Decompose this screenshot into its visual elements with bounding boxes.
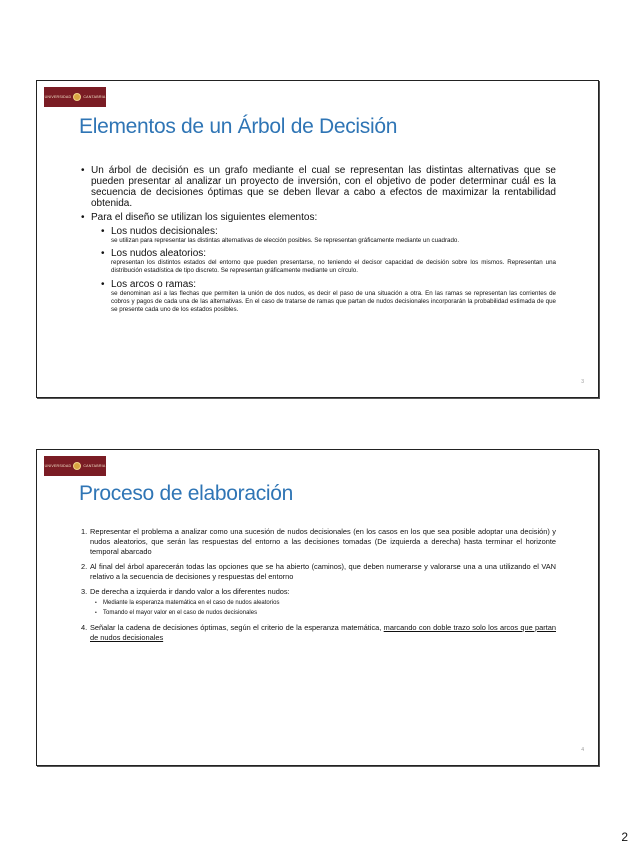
step-item [81,562,556,582]
logo-text-right: CANTABRIA [83,464,106,468]
sub-bullet-desc: se utilizan para representar las distintas alternativas de elección posibles. Se representan gráficamente mediante un cuadrado. [111,237,460,244]
seal-icon [73,93,81,101]
step-text: De derecha a izquierda ir dando valor a los diferentes nudos: [90,587,290,596]
slide-content [81,527,556,648]
university-logo [44,87,106,107]
step-text: Representar el problema a analizar como una sucesión de nudos decisionales (en los casos en los que sea posible adoptar una decisión) y nudos aleatorios, que serán las respuestas del entorno a las decisiones tomadas (De izquierda a derecha) hasta terminar el horizonte temporal abarcado [90,527,556,556]
bullet-text: Para el diseño se utilizan los siguientes elementos: [91,212,318,223]
step-number: 4. [81,623,88,632]
bullet-item [81,165,556,209]
slide-title: Proceso de elaboración [79,482,294,505]
logo-text-left: UNIVERSIDAD [44,464,72,468]
sub-bullet-desc: se denominan así a las flechas que permiten la unión de dos nudos, es decir el paso de una situación a otra. En las ramas se representan las corrientes de cobros y pagos de cada una de las alternativas. En el caso de tratarse de ramas que partan de nudos decisionales incorporarán la probabilidad estimada de que se presente cada uno de los estados posibles. [111,289,556,314]
step-number: 3. [81,587,88,596]
bullet-icon: • [101,248,105,260]
step-number: 1. [81,527,88,536]
step-text: Al final del árbol aparecerán todas las opciones que se ha abierto (caminos), que deben numerarse y valorarse una a una utilizando el VAN relativo a la secuencia de decisiones y respuestas del entorno [90,562,556,581]
slide-content [81,165,556,317]
slide-proceso [36,449,599,766]
sub-bullet-item [81,226,556,237]
bullet-icon: • [81,212,85,223]
university-logo [44,456,106,476]
sub-bullet-desc: representan los distintos estados del entorno que pueden presentarse, no teniendo el decisor capacidad de decisión sobre los mismos. Representan una distribución estadística de tipo discreto. Se representan gráficamente mediante un círculo. [111,259,556,275]
sub-step-item [81,608,556,618]
bullet-icon: • [95,610,97,616]
bullet-icon: • [95,600,97,606]
step-text-underlined: marcando con doble trazo solo los arcos que partan de nudos decisionales [90,623,556,642]
slide-elementos [36,80,599,398]
sub-bullet-label: Los nudos aleatorios: [111,248,207,260]
bullet-icon: • [81,165,85,176]
sub-bullet-label: Los arcos o ramas: [111,278,197,290]
seal-icon [73,462,81,470]
sub-step-text: Tomando el mayor valor en el caso de nudos decisionales [103,610,258,616]
bullet-icon: • [101,278,105,290]
step-item [81,623,556,643]
logo-text-right: CANTABRIA [83,95,106,99]
step-text: Señalar la cadena de decisiones óptimas, según el criterio de la esperanza matemática, [90,623,384,632]
bullet-icon: • [101,226,105,237]
sub-bullet-label: Los nudos decisionales: [111,226,218,237]
document-page-number: 2 [621,830,628,844]
sub-step-text: Mediante la esperanza matemática en el caso de nudos aleatorios [103,600,280,606]
slide-title: Elementos de un Árbol de Decisión [79,115,398,138]
step-number: 2. [81,562,88,571]
slide-page-number: 4 [581,747,584,753]
sub-bullet-item [81,248,556,259]
sub-step-item [81,598,556,608]
slide-page-number: 3 [581,379,584,385]
bullet-item [81,212,556,223]
sub-bullet-item [81,279,556,290]
step-item [81,527,556,557]
step-item [81,587,556,597]
logo-text-left: UNIVERSIDAD [44,95,72,99]
bullet-text: Un árbol de decisión es un grafo mediante el cual se representan las distintas alternativas que se pueden presentar al analizar un proyecto de inversión, con el objetivo de poder determinar cuál es la secuencia de decisiones óptimas que se deben llevar a cabo a efectos de maximizar la rentabilidad obtenida. [91,165,556,209]
